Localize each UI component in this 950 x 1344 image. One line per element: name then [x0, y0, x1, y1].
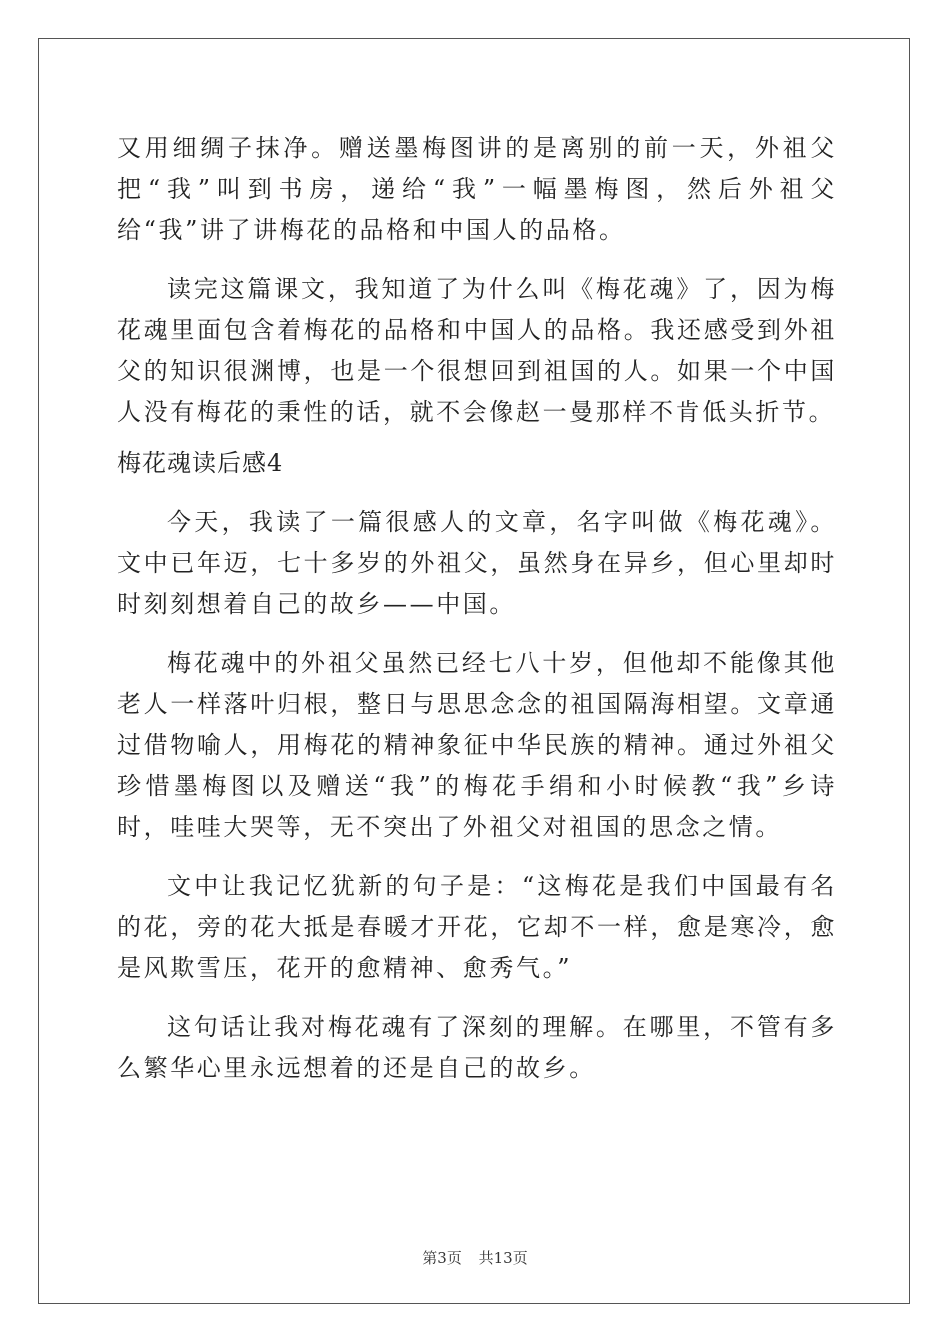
section-heading: 梅花魂读后感4	[117, 449, 284, 477]
page-total: 共13页	[478, 1249, 528, 1267]
paragraph-1: 又用细绸子抹净。赠送墨梅图讲的是离别的前一天，外祖父把“我”叫到书房，递给“我”一幅墨梅图，然后外祖父给“我”讲了讲梅花的品格和中国人的品格。	[117, 134, 837, 244]
page-footer	[0, 1247, 950, 1268]
document-body	[117, 128, 837, 1089]
paragraph-2: 读完这篇课文，我知道了为什么叫《梅花魂》了，因为梅花魂里面包含着梅花的品格和中国人的品格。我还感受到外祖父的知识很渊博，也是一个很想回到祖国的人。如果一个中国人没有梅花的秉性的话，就不会像赵一曼那样不肯低头折节。	[117, 275, 837, 426]
paragraph-6: 这句话让我对梅花魂有了深刻的理解。在哪里，不管有多么繁华心里永远想着的还是自己的故乡。	[117, 1013, 837, 1082]
paragraph-4: 梅花魂中的外祖父虽然已经七八十岁，但他却不能像其他老人一样落叶归根，整日与思思念念的祖国隔海相望。文章通过借物喻人，用梅花的精神象征中华民族的精神。通过外祖父珍惜墨梅图以及赠送“我”的梅花手绢和小时候教“我”乡诗时，哇哇大哭等，无不突出了外祖父对祖国的思念之情。	[117, 649, 837, 841]
paragraph-3: 今天，我读了一篇很感人的文章，名字叫做《梅花魂》。文中已年迈，七十多岁的外祖父，虽然身在异乡，但心里却时时刻刻想着自己的故乡——中国。	[117, 508, 837, 618]
page-number: 第3页	[422, 1249, 462, 1267]
paragraph-5: 文中让我记忆犹新的句子是：“这梅花是我们中国最有名的花，旁的花大抵是春暖才开花，它却不一样，愈是寒冷，愈是风欺雪压，花开的愈精神、愈秀气。”	[117, 872, 837, 982]
